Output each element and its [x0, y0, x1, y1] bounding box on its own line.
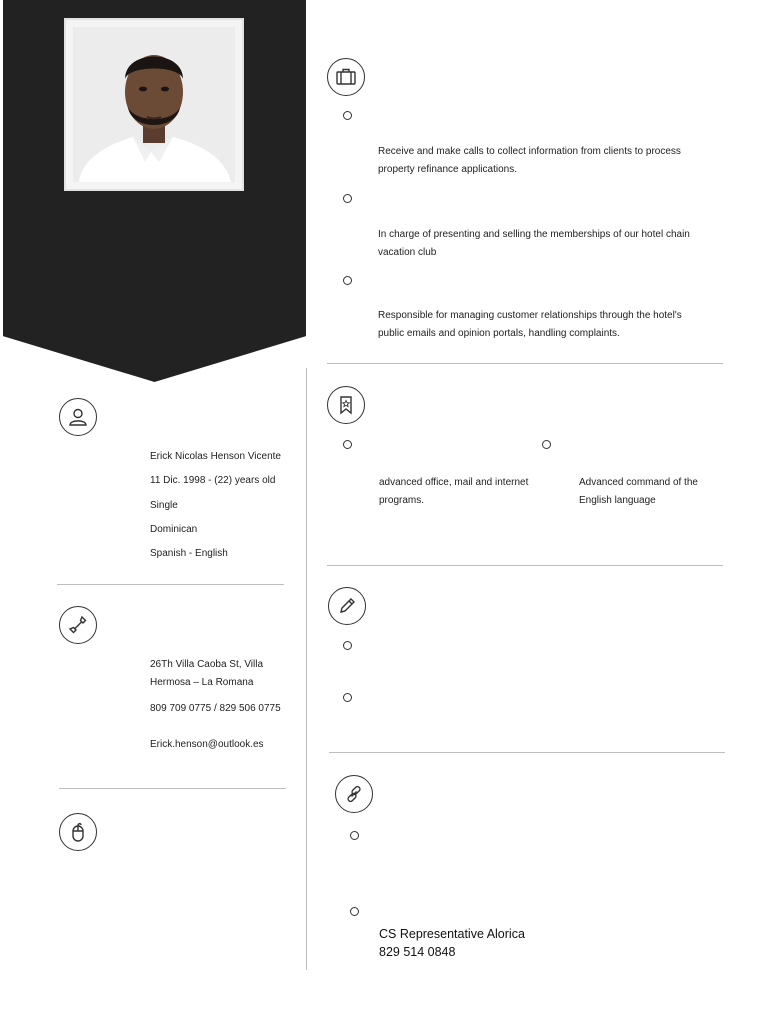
marital-status: Single: [150, 500, 178, 511]
portrait-photo: [73, 27, 235, 182]
skill-bullet: [542, 440, 551, 449]
section-divider: [327, 363, 723, 364]
full-name: Erick Nicolas Henson Vicente: [150, 451, 281, 462]
phone-icon: [59, 606, 97, 644]
reference-bullet: [350, 907, 359, 916]
address-line: Hermosa – La Romana: [150, 677, 254, 688]
phone-numbers: 809 709 0775 / 829 506 0775: [150, 703, 281, 714]
experience-description: In charge of presenting and selling the memberships of our hotel chain vacation club: [378, 229, 690, 258]
skill-bullet: [343, 440, 352, 449]
education-bullet: [343, 693, 352, 702]
skill-description: advanced office, mail and internet programs.: [379, 477, 529, 506]
profile-photo: [64, 18, 244, 191]
section-divider: [59, 788, 286, 789]
nationality: Dominican: [150, 524, 198, 535]
person-icon: [59, 398, 97, 436]
section-divider: [329, 752, 725, 753]
education-bullet: [343, 641, 352, 650]
reference-phone: 829 514 0848: [379, 945, 456, 959]
column-divider: [306, 368, 307, 970]
briefcase-icon: [327, 58, 365, 96]
birth-date: 11 Dic. 1998 - (22) years old: [150, 475, 276, 486]
section-divider: [327, 565, 723, 566]
address-line: 26Th Villa Caoba St, Villa: [150, 659, 264, 670]
experience-bullet: [343, 111, 352, 120]
experience-bullet: [343, 276, 352, 285]
bookmark-star-icon: [327, 386, 365, 424]
experience-description: Receive and make calls to collect information from clients to process property refinance applications.: [378, 146, 681, 175]
languages: Spanish - English: [150, 548, 228, 559]
reference-title: CS Representative Alorica: [379, 927, 525, 941]
mouse-icon: [59, 813, 97, 851]
experience-bullet: [343, 194, 352, 203]
email-link[interactable]: Erick.henson@outlook.es: [150, 739, 264, 750]
skill-description: Advanced command of the English language: [579, 477, 698, 506]
experience-description: Responsible for managing customer relationships through the hotel's public emails and opinion portals, handling complaints.: [378, 310, 682, 339]
reference-bullet: [350, 831, 359, 840]
link-icon: [335, 775, 373, 813]
pencil-icon: [328, 587, 366, 625]
section-divider: [57, 584, 284, 585]
